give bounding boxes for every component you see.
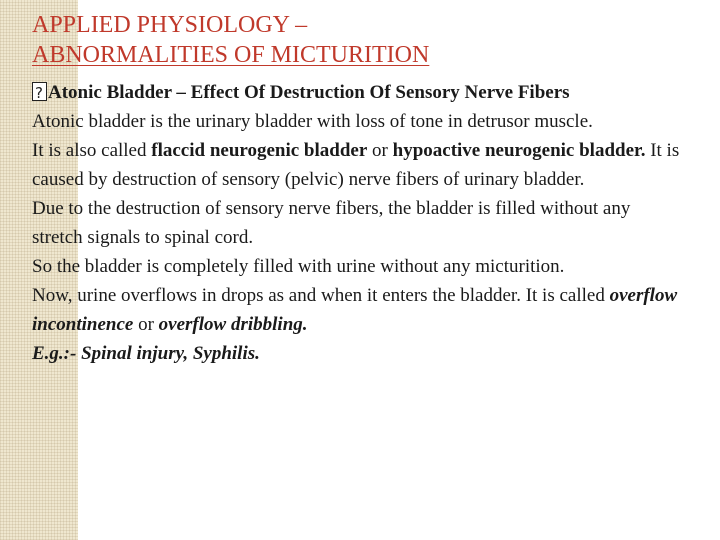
title-line-1: APPLIED PHYSIOLOGY – bbox=[32, 12, 308, 38]
text-run: or bbox=[133, 314, 159, 335]
term-overflow-incontinence: overflow incontinence bbox=[32, 285, 678, 335]
paragraph-filled: So the bladder is completely filled with urine without any micturition. bbox=[32, 256, 565, 277]
section-heading bbox=[32, 78, 682, 107]
term-hypoactive: hypoactive neurogenic bladder. bbox=[392, 140, 646, 161]
slide-title bbox=[32, 10, 692, 70]
paragraph-overflow bbox=[32, 281, 682, 339]
term-overflow-dribbling: overflow dribbling. bbox=[158, 314, 308, 335]
paragraph-definition: Atonic bladder is the urinary bladder with loss of tone in detrusor muscle. bbox=[32, 111, 593, 132]
paragraph-cause: Due to the destruction of sensory nerve fibers, the bladder is filled without any stretch signals to spinal cord. bbox=[32, 198, 631, 248]
term-flaccid: flaccid neurogenic bladder bbox=[151, 140, 368, 161]
text-run: or bbox=[367, 140, 393, 161]
text-run: Now, urine overflows in drops as and when it enters the bladder. It is called bbox=[32, 285, 610, 306]
text-run: It is also called bbox=[32, 140, 152, 161]
paragraph-also-called bbox=[32, 136, 682, 194]
title-line-2: ABNORMALITIES OF MICTURITION bbox=[32, 42, 430, 68]
missing-glyph-box-icon bbox=[32, 82, 47, 101]
text-run: It is caused by destruction of sensory (pelvic) nerve fibers of urinary bladder. bbox=[32, 140, 680, 190]
paragraph-examples: E.g.:- Spinal injury, Syphilis. bbox=[32, 343, 260, 364]
slide-body bbox=[32, 78, 682, 368]
section-heading-text: Atonic Bladder – Effect Of Destruction Of Sensory Nerve Fibers bbox=[48, 82, 570, 103]
